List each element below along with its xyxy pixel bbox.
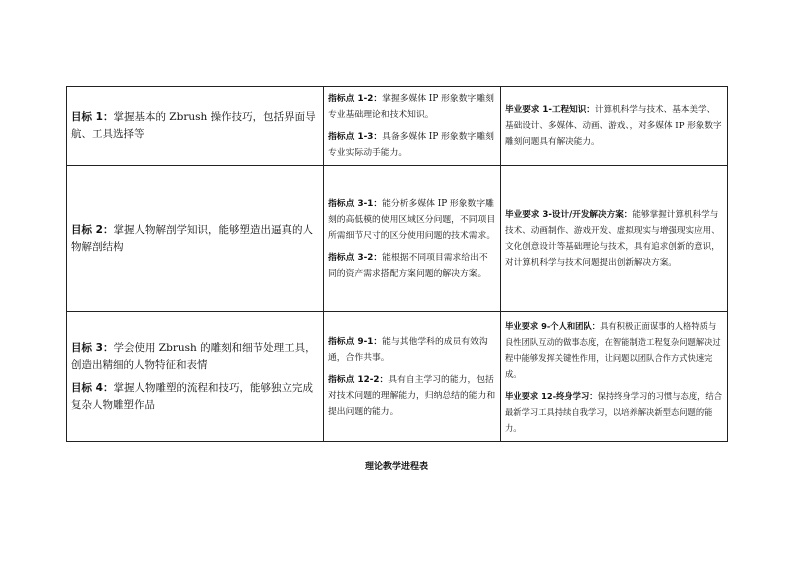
indicator-label: 指标点 9-1： [328,336,383,347]
indicator-point [328,334,496,366]
indicator-text: 掌握多媒体 IP 形象数字雕刻专业基础理论和技术知识。 [328,94,494,120]
indicator-label: 指标点 1-3： [328,132,383,142]
goal-text: 掌握人物解剖学知识，能够塑造出逼真的人物解剖结构 [71,223,313,253]
indicator-label: 指标点 12-2： [328,374,389,385]
graduation-requirement-cell [501,166,728,312]
graduation-requirement [505,388,723,436]
course-goal [71,222,319,256]
requirement-text: 具有积极正面谋事的人格特质与良性团队互动的做事态度，在智能制造工程复杂问题解决过程中能够发挥关键性作用，让问题以团队合作方式快速完成。 [505,320,721,379]
course-goal [71,340,319,374]
graduation-requirement-cell [501,312,728,442]
requirement-label: 毕业要求 3-设计/开发解决方案： [505,209,633,220]
table-row [67,87,728,166]
graduation-requirement [505,207,723,271]
requirement-text: 能够掌握计算机科学与技术、动画制作、游戏开发、虚拟现实与增强现实应用、文化创意设计等基础理论与技术，具有追求创新的意识，对计算机科学与技术问题提出创新解决方案。 [505,209,720,268]
indicator-label: 指标点 3-2： [328,252,383,263]
requirement-label: 毕业要求 9-个人和团队： [505,320,601,331]
table-row [67,166,728,312]
section-caption: 理论教学进程表 [364,462,428,472]
goal-text: 学会使用 Zbrush 的雕刻和细节处理工具，创造出精细的人物特征和表情 [71,341,316,371]
course-goal [71,380,319,414]
goal-text: 掌握基本的 Zbrush 操作技巧，包括界面导航、工具选择等 [71,111,316,140]
requirement-text: 计算机科学与技术、基本美学、基础设计、多媒体、动画、游戏、，对多媒体 IP 形象数字雕刻问题具有解决能力。 [505,105,722,147]
indicator-text: 具有自主学习的能力，包括对技术问题的理解能力，归纳总结的能力和提出问题的能力。 [328,374,496,417]
indicator-text: 具备多媒体 IP 形象数字雕刻专业实际动手能力。 [328,132,494,158]
indicator-cell [324,312,501,442]
indicator-point [328,372,496,420]
graduation-requirement [505,318,723,382]
indicator-cell [324,87,501,166]
graduation-requirement-cell [501,87,728,166]
table-row [67,312,728,442]
requirement-label: 毕业要求 12-终身学习： [505,390,598,401]
indicator-text: 能分析多媒体 IP 形象数字雕刻的高低模的使用区域区分问题，不同项目所需细节尺寸的区分使用问题的技术需求。 [328,198,496,241]
indicator-point [328,129,496,161]
goal-label: 目标 3： [71,341,114,354]
indicator-text: 能根据不同项目需求给出不同的资产需求搭配方案问题的解决方案。 [328,252,488,279]
graduation-requirement [505,102,723,150]
indicator-point [328,196,496,244]
indicator-point [328,91,496,123]
requirement-text: 保持终身学习的习惯与态度，结合最新学习工具持续自我学习，以培养解决新型态问题的能力。 [505,390,723,433]
indicator-label: 指标点 1-2： [328,94,383,104]
goal-text: 掌握人物雕塑的流程和技巧，能够独立完成复杂人物雕塑作品 [71,381,313,411]
indicator-text: 能与其他学科的成员有效沟通，合作共事。 [328,336,488,363]
goal-label: 目标 1： [71,111,114,123]
course-goal-cell [67,166,324,312]
requirement-label: 毕业要求 1-工程知识： [505,105,595,115]
indicator-cell [324,166,501,312]
course-outcomes-table [66,86,728,442]
course-goal [71,109,319,143]
course-goal-cell [67,87,324,166]
goal-label: 目标 4： [71,381,114,394]
indicator-label: 指标点 3-1： [328,198,383,209]
goal-label: 目标 2： [71,223,114,236]
indicator-point [328,250,496,282]
course-goal-cell [67,312,324,442]
